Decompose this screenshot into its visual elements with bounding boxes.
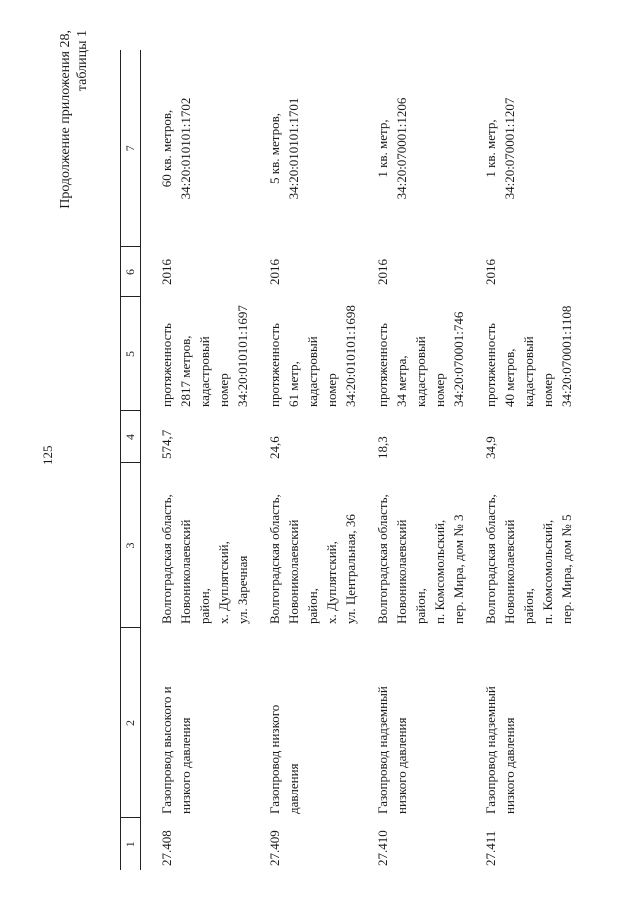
description-line: номер: [216, 373, 231, 407]
address-line: п. Комсомольский,: [540, 519, 555, 624]
land-plot-line: 1 кв. метр,: [483, 119, 498, 178]
object-value: 18,3: [375, 436, 390, 459]
land-plot-line: 34:20:010101:1701: [286, 97, 301, 200]
col-header-3: 3: [121, 463, 141, 628]
address-line: п. Комсомольский,: [432, 519, 447, 624]
address-line: ул. Заречная: [235, 555, 250, 624]
object-name: [262, 628, 370, 818]
address-line: х. Дуплятский,: [324, 541, 339, 624]
address-line: район,: [521, 588, 536, 624]
description-line: кадастровый: [413, 336, 428, 407]
land-plot-line: 5 кв. метров,: [267, 113, 282, 184]
address-line: пер. Мира, дом № 3: [451, 514, 466, 624]
col-header-2: 2: [121, 628, 141, 818]
address-line: Новониколаевский: [178, 519, 193, 624]
object-value: 574,7: [159, 429, 174, 459]
page-number: 125: [40, 445, 55, 465]
address-line: Волгоградская область,: [375, 494, 390, 624]
description-line: 40 метров,: [502, 348, 517, 407]
description-line: 34:20:010101:1698: [343, 305, 358, 407]
col-header-1: 1: [121, 818, 141, 870]
land-plot-line: 34:20:070001:1207: [502, 97, 517, 200]
object-name-line: давления: [286, 763, 301, 814]
object-description: [262, 297, 370, 411]
address-line: Волгоградская область,: [267, 494, 282, 624]
address-line: район,: [413, 588, 428, 624]
address-line: ул. Центральная, 36: [343, 514, 358, 624]
object-name: [370, 628, 478, 818]
table-row: [370, 50, 478, 870]
address-line: Новониколаевский: [502, 519, 517, 624]
description-line: 34:20:010101:1697: [235, 305, 250, 407]
table-row: [478, 50, 586, 870]
address-line: х. Дуплятский,: [216, 541, 231, 624]
col-header-4: 4: [121, 411, 141, 463]
land-plot-info: [141, 50, 263, 247]
address-line: район,: [305, 588, 320, 624]
object-year: 2016: [267, 259, 282, 285]
address-line: район,: [197, 588, 212, 624]
object-name: [478, 628, 586, 818]
item-number: 27.409: [267, 830, 282, 866]
land-plot-line: 1 кв. метр,: [375, 119, 390, 178]
object-address: [370, 463, 478, 628]
object-value: 24,6: [267, 436, 282, 459]
object-year: 2016: [159, 259, 174, 285]
object-year: 2016: [375, 259, 390, 285]
land-plot-line: 34:20:070001:1206: [394, 97, 409, 200]
continuation-line-2: таблицы 1: [75, 30, 90, 92]
continuation-heading: [57, 30, 91, 209]
item-number: 27.410: [375, 830, 390, 866]
continuation-line-1: Продолжение приложения 28,: [58, 30, 73, 209]
object-year: 2016: [483, 259, 498, 285]
item-number: 27.408: [159, 830, 174, 866]
description-line: 34 метра,: [394, 355, 409, 407]
description-line: кадастровый: [197, 336, 212, 407]
address-line: Волгоградская область,: [159, 494, 174, 624]
address-line: Волгоградская область,: [483, 494, 498, 624]
property-table: [120, 50, 586, 870]
column-number-header-row: [121, 50, 141, 870]
object-name-line: Газопровод надземный: [483, 686, 498, 814]
description-line: 61 метр,: [286, 361, 301, 407]
object-name-line: Газопровод низкого: [267, 704, 282, 814]
land-plot-info: [478, 50, 586, 247]
object-address: [141, 463, 263, 628]
object-address: [478, 463, 586, 628]
object-description: [370, 297, 478, 411]
address-line: пер. Мира, дом № 5: [559, 514, 574, 624]
object-value: 34,9: [483, 436, 498, 459]
description-line: кадастровый: [305, 336, 320, 407]
object-address: [262, 463, 370, 628]
address-line: Новониколаевский: [286, 519, 301, 624]
description-line: 34:20:070001:746: [451, 311, 466, 407]
description-line: протяженность: [483, 323, 498, 407]
description-line: протяженность: [375, 323, 390, 407]
object-name-line: низкого давления: [502, 717, 517, 814]
object-name: [141, 628, 263, 818]
description-line: протяженность: [267, 323, 282, 407]
land-plot-info: [262, 50, 370, 247]
object-description: [478, 297, 586, 411]
description-line: 2817 метров,: [178, 335, 193, 407]
object-name-line: Газопровод надземный: [375, 686, 390, 814]
land-plot-line: 34:20:010101:1702: [178, 97, 193, 200]
item-number: 27.411: [483, 830, 498, 866]
col-header-7: 7: [121, 50, 141, 247]
land-plot-info: [370, 50, 478, 247]
table-row: [141, 50, 263, 870]
description-line: протяженность: [159, 323, 174, 407]
table-row: [262, 50, 370, 870]
col-header-5: 5: [121, 297, 141, 411]
description-line: 34:20:070001:1108: [559, 305, 574, 407]
description-line: номер: [324, 373, 339, 407]
description-line: кадастровый: [521, 336, 536, 407]
col-header-6: 6: [121, 247, 141, 297]
object-name-line: низкого давления: [394, 717, 409, 814]
description-line: номер: [540, 373, 555, 407]
land-plot-line: 60 кв. метров,: [159, 109, 174, 188]
description-line: номер: [432, 373, 447, 407]
object-name-line: низкого давления: [178, 717, 193, 814]
address-line: Новониколаевский: [394, 519, 409, 624]
object-description: [141, 297, 263, 411]
object-name-line: Газопровод высокого и: [159, 686, 174, 814]
